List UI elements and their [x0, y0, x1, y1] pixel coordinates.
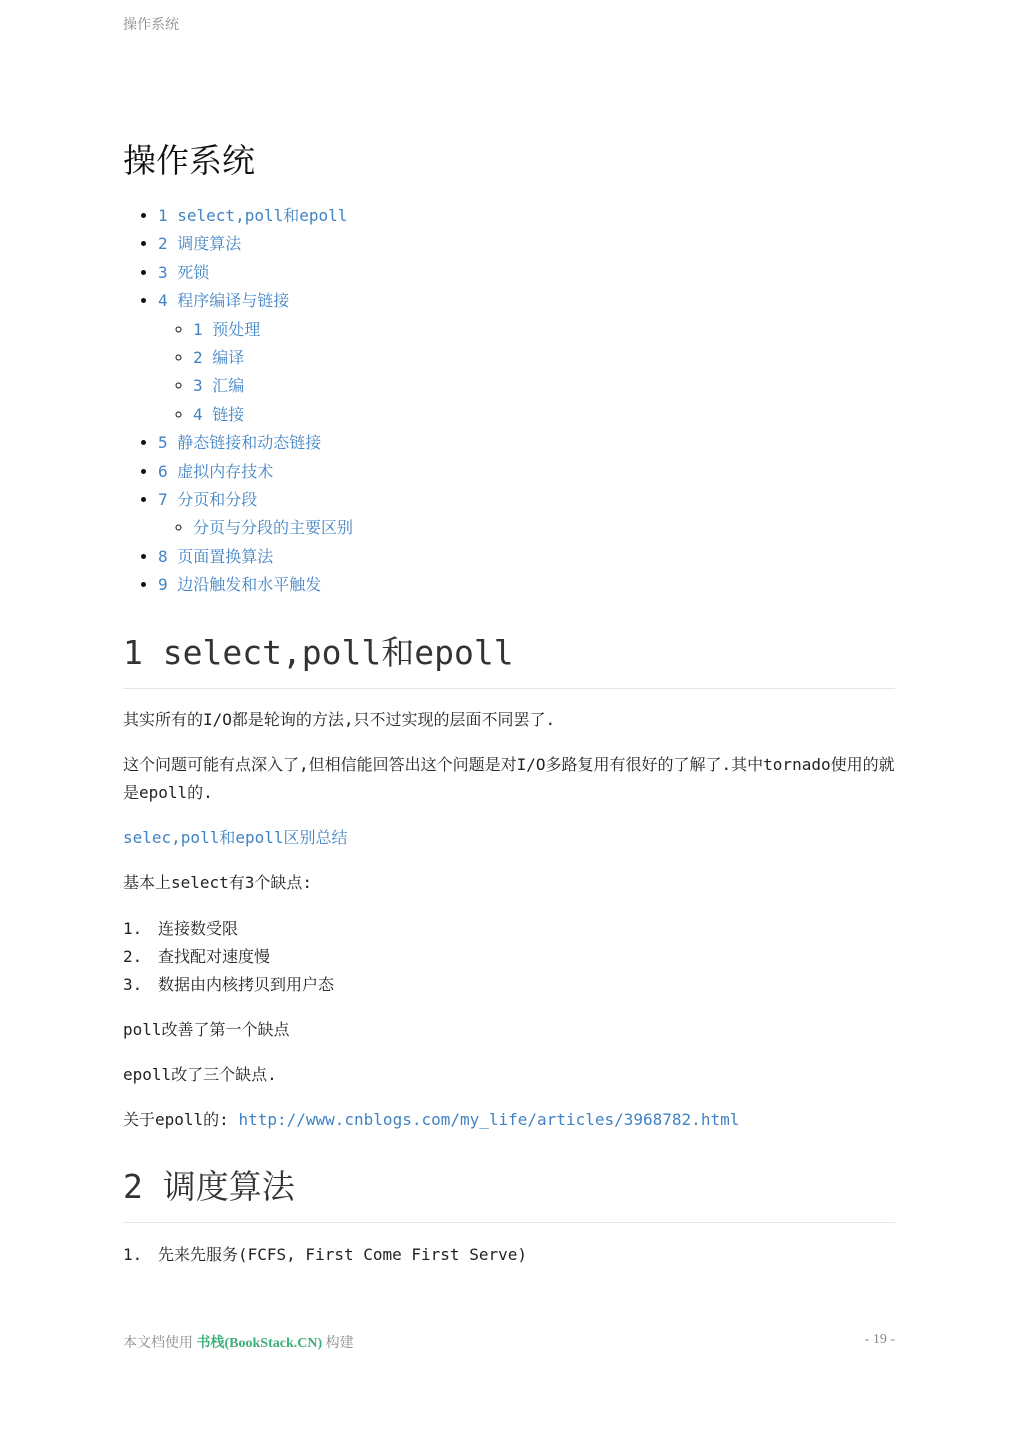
- toc-subitem: [193, 401, 895, 429]
- running-header: 操作系统: [123, 17, 179, 33]
- toc-link-assemble[interactable]: 3 汇编: [193, 376, 245, 396]
- toc-link-compile[interactable]: 2 编译: [193, 348, 245, 368]
- toc-subitem: [193, 514, 895, 542]
- toc-item: [158, 202, 895, 230]
- toc-link-link[interactable]: 4 链接: [193, 404, 245, 424]
- toc-link-paging-segmentation[interactable]: 7 分页和分段: [158, 490, 258, 510]
- toc-link-edge-level-trigger[interactable]: 9 边沿触发和水平触发: [158, 575, 322, 595]
- list-number: 3.: [123, 974, 143, 994]
- list-text: 先来先服务(FCFS, First Come First Serve): [158, 1244, 527, 1264]
- footer-prefix: 本文档使用: [123, 1336, 197, 1351]
- toc-item: [158, 571, 895, 599]
- bookstack-link[interactable]: 书栈(BookStack.CN): [196, 1336, 323, 1351]
- page-title: 操作系统: [123, 141, 255, 180]
- toc-link-compile-link[interactable]: 4 程序编译与链接: [158, 291, 290, 311]
- list-number: 2.: [123, 946, 143, 966]
- paragraph: [123, 1106, 895, 1134]
- cnblogs-link[interactable]: http://www.cnblogs.com/my_life/articles/3968782.html: [238, 1109, 740, 1129]
- page-number: - 19 -: [864, 1332, 895, 1347]
- toc-subitem: [193, 344, 895, 372]
- paragraph: 基本上select有3个缺点:: [123, 872, 313, 892]
- toc-subitem: [193, 372, 895, 400]
- paragraph: 这个问题可能有点深入了,但相信能回答出这个问题是对I/O多路复用有很好的了解了.其中tornado使用的就是epoll的.: [123, 754, 895, 802]
- toc-link-select-poll-epoll[interactable]: 1 select,poll和epoll: [158, 206, 348, 225]
- toc-item: [158, 458, 895, 486]
- toc-sublist: [158, 514, 895, 542]
- list-number: 1.: [123, 918, 143, 938]
- table-of-contents: [123, 202, 895, 600]
- summary-link[interactable]: selec,poll和epoll区别总结: [123, 827, 348, 847]
- page-footer: [123, 1332, 895, 1352]
- paragraph: 其实所有的I/O都是轮询的方法,只不过实现的层面不同罢了.: [123, 709, 556, 729]
- toc-link-preprocess[interactable]: 1 预处理: [193, 319, 261, 339]
- toc-link-deadlock[interactable]: 3 死锁: [158, 262, 210, 282]
- list-item: [123, 915, 895, 943]
- footer-suffix: 构建: [322, 1336, 354, 1351]
- toc-item: [158, 287, 895, 429]
- toc-link-page-replacement[interactable]: 8 页面置换算法: [158, 546, 274, 566]
- section-heading-scheduling: 2 调度算法: [123, 1164, 895, 1223]
- section-heading-select-poll-epoll: 1 select,poll和epoll: [123, 630, 895, 689]
- list-text: 数据由内核拷贝到用户态: [158, 974, 335, 994]
- toc-link-virtual-memory[interactable]: 6 虚拟内存技术: [158, 461, 274, 481]
- toc-link-paging-vs-segmentation[interactable]: 分页与分段的主要区别: [193, 518, 354, 538]
- paragraph: epoll改了三个缺点.: [123, 1064, 277, 1084]
- toc-item: [158, 429, 895, 457]
- toc-sublist: [158, 316, 895, 430]
- list-number: 1.: [123, 1244, 143, 1264]
- paragraph: poll改善了第一个缺点: [123, 1019, 290, 1039]
- list-item: [123, 1241, 895, 1269]
- toc-link-static-dynamic-link[interactable]: 5 静态链接和动态链接: [158, 433, 322, 453]
- list-text: 连接数受限: [158, 918, 239, 938]
- toc-item: [158, 230, 895, 258]
- paragraph: [123, 824, 895, 852]
- document-content: [123, 140, 895, 1269]
- list-item: [123, 971, 895, 999]
- toc-link-scheduling[interactable]: 2 调度算法: [158, 234, 242, 254]
- list-item: [123, 943, 895, 971]
- list-text: 查找配对速度慢: [158, 946, 271, 966]
- toc-item: [158, 486, 895, 543]
- select-drawbacks-list: [123, 915, 895, 999]
- toc-item: [158, 259, 895, 287]
- toc-item: [158, 543, 895, 571]
- epoll-link-prefix: 关于epoll的:: [123, 1109, 239, 1129]
- scheduling-list: [123, 1241, 895, 1269]
- toc-subitem: [193, 316, 895, 344]
